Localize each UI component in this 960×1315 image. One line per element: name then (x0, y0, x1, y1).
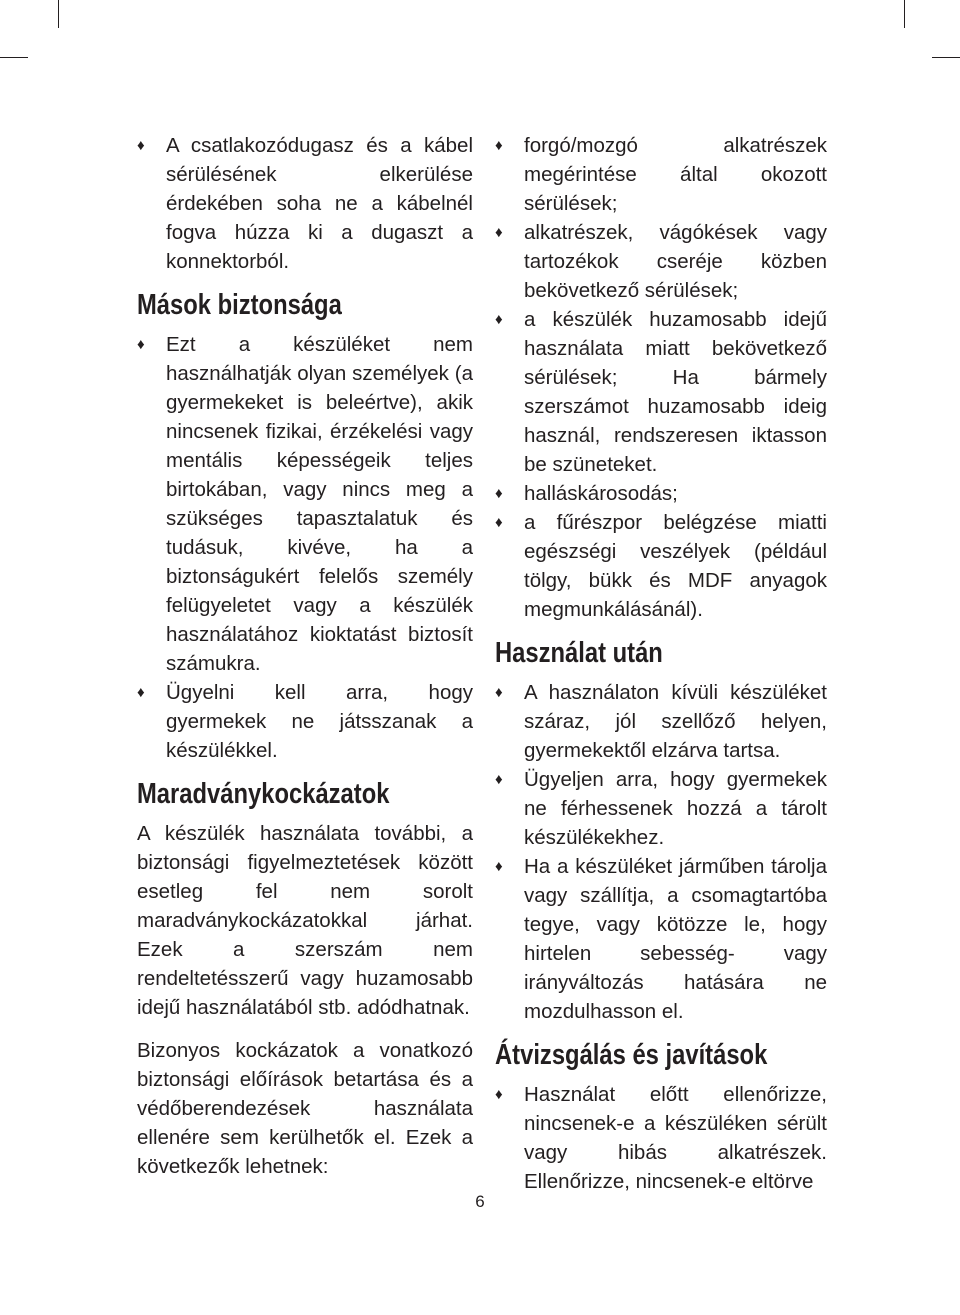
residual-risks-paragraph-2: Bizonyos kockázatok a vonatkozó biztonsági előírások betartása és a védőberendezések használata ellenére sem kerülhetők el. Ezek a következők lehetnek: (137, 1039, 473, 1178)
intro-list (137, 131, 473, 276)
diamond-bullet-icon: ♦ (495, 137, 503, 154)
list-item (495, 1080, 827, 1196)
section-heading-after-use: Használat után (495, 637, 663, 669)
list-item-text: Ügyeljen arra, hogy gyermekek ne férhessenek hozzá a tárolt készülékekhez. (524, 768, 827, 849)
list-item (137, 330, 473, 678)
crop-mark-left-top (0, 57, 28, 58)
list-item-text: halláskárosodás; (524, 482, 678, 505)
diamond-bullet-icon: ♦ (137, 684, 145, 701)
list-item (495, 131, 827, 218)
diamond-bullet-icon: ♦ (495, 684, 503, 701)
page-number: 6 (475, 1192, 485, 1211)
list-item (495, 678, 827, 765)
diamond-bullet-icon: ♦ (495, 858, 503, 875)
list-item (495, 218, 827, 305)
residual-risks-paragraph-1: A készülék használata további, a biztonsági figyelmeztetések között esetleg fel nem sorolt maradványkockázatokkal járhat. Ezek a szerszám nem rendeltetésszerű vagy huzamosabb idejű használatából stb. adódhatnak. (137, 822, 473, 1019)
section-heading-others-safety: Mások biztonsága (137, 289, 342, 321)
list-item-text: Használat előtt ellenőrizze, nincsenek-e a készüléken sérült vagy hibás alkatrészek. Ellenőrizze, nincsenek-e eltörve (524, 1083, 827, 1193)
list-item-text: a fűrészpor belégzése miatti egészségi veszélyek (például tölgy, bükk és MDF anyagok megmunkálásánál). (524, 511, 827, 621)
list-item (495, 852, 827, 1026)
crop-mark-top-left (58, 0, 59, 28)
diamond-bullet-icon: ♦ (137, 137, 145, 154)
diamond-bullet-icon: ♦ (495, 514, 503, 531)
list-item (495, 508, 827, 624)
list-item-text: Ezt a készüléket nem használhatják olyan személyek (a gyermekeket is beleértve), akik nincsenek fizikai, érzékelési vagy mentális képességeik teljes birtokában, vagy nincs meg a szükséges tapasztalatuk és tudásuk, kivéve, ha a biztonságukért felelős személy felügyeletet vagy a készülék használatához kioktatást biztosít számukra. (166, 333, 473, 675)
diamond-bullet-icon: ♦ (495, 224, 503, 241)
list-item (495, 479, 827, 508)
diamond-bullet-icon: ♦ (137, 336, 145, 353)
after-use-list (495, 678, 827, 1026)
list-item (137, 131, 473, 276)
list-item-text: a készülék huzamosabb idejű használata miatt bekövetkező sérülések; Ha bármely szerszámot huzamosabb ideig használ, rendszeresen iktasson be szüneteket. (524, 308, 827, 476)
section-heading-inspection-repairs: Átvizsgálás és javítások (495, 1039, 768, 1071)
diamond-bullet-icon: ♦ (495, 485, 503, 502)
list-item-text: A használaton kívüli készüléket száraz, jól szellőző helyen, gyermekektől elzárva tartsa. (524, 681, 827, 762)
list-item (137, 678, 473, 765)
others-safety-list (137, 330, 473, 765)
crop-mark-right-top (932, 57, 960, 58)
section-heading-residual-risks: Maradványkockázatok (137, 778, 390, 810)
list-item-text: forgó/mozgó alkatrészek megérintése által okozott sérülések; (524, 134, 827, 215)
diamond-bullet-icon: ♦ (495, 1086, 503, 1103)
inspection-list (495, 1080, 827, 1196)
crop-mark-top-right (904, 0, 905, 28)
list-item-text: Ügyelni kell arra, hogy gyermekek ne játsszanak a készülékkel. (166, 681, 473, 762)
list-item (495, 765, 827, 852)
list-item-text: alkatrészek, vágókések vagy tartozékok cseréje közben bekövetkező sérülések; (524, 221, 827, 302)
left-column (137, 131, 473, 1181)
diamond-bullet-icon: ♦ (495, 311, 503, 328)
right-column (495, 131, 827, 1196)
list-item-text: A csatlakozódugasz és a kábel sérülésének elkerülése érdekében soha ne a kábelnél fogva húzza ki a dugaszt a konnektorból. (166, 134, 473, 273)
diamond-bullet-icon: ♦ (495, 771, 503, 788)
risk-list (495, 131, 827, 624)
list-item-text: Ha a készüléket járműben tárolja vagy szállítja, a csomagtartóba tegye, vagy kötözze le, hogy hirtelen sebesség- vagy irányváltozás hatására ne mozdulhasson el. (524, 855, 827, 1023)
list-item (495, 305, 827, 479)
